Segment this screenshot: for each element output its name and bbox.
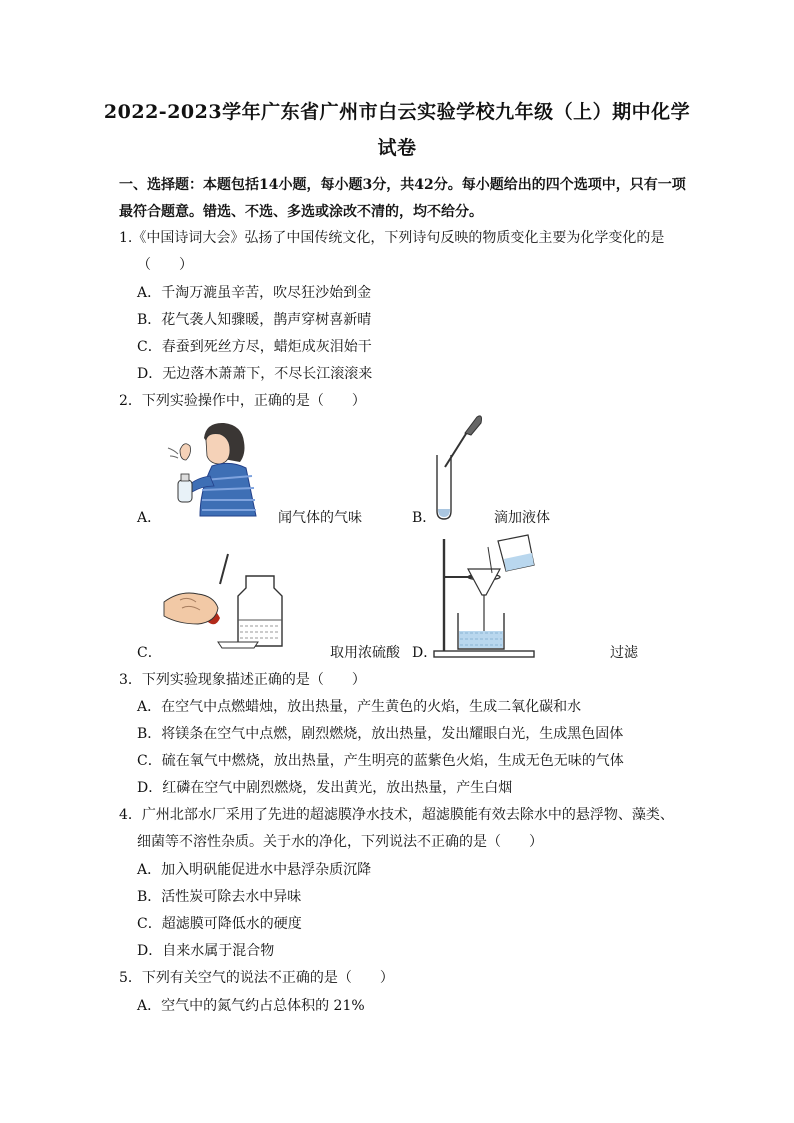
q1-paren: （ ） <box>137 257 193 273</box>
q4-stem-line1: 4．广州北部水厂采用了先进的超滤膜净水技术，超滤膜能有效去除水中的悬浮物、藻类、 <box>119 807 674 823</box>
q1-stem: 1.《中国诗词大会》弘扬了中国传统文化，下列诗句反映的物质变化主要为化学变化的是 <box>119 230 665 246</box>
q4-option-d: D．自来水属于混合物 <box>137 943 275 959</box>
q3-option-d: D．红磷在空气中剧烈燃烧，发出黄光，放出热量，产生白烟 <box>137 780 513 796</box>
section-header: 一、选择题：本题包括14小题，每小题3分，共42分。每小题给出的四个选项中，只有一项最符合题意。错选、不选、多选或涂改不清的，均不给分。 <box>119 177 686 220</box>
q4-option-b: B．活性炭可除去水中异味 <box>137 889 302 905</box>
q5-stem: 5．下列有关空气的说法不正确的是（ ） <box>119 970 394 986</box>
q3-option-c: C．硫在氧气中燃烧，放出热量，产生明亮的蓝紫色火焰，生成无色无味的气体 <box>137 753 624 769</box>
q1-option-d: D．无边落木萧萧下，不尽长江滚滚来 <box>137 366 373 382</box>
q2-option-b-caption: 滴加液体 <box>494 510 550 526</box>
q4-stem-line2: 细菌等不溶性杂质。关于水的净化，下列说法不正确的是（ ） <box>137 834 543 850</box>
q2-option-a-caption: 闻气体的气味 <box>278 510 362 526</box>
page-title: 2022-2023学年广东省广州市白云实验学校九年级（上）期中化学试卷 <box>103 101 691 159</box>
q1-option-c: C．春蚕到死丝方尽，蜡炬成灰泪始干 <box>137 339 372 355</box>
q4-option-a: A．加入明矾能促进水中悬浮杂质沉降 <box>137 862 372 878</box>
q2-option-b-letter: B． <box>412 510 437 526</box>
q2-option-a-letter: A． <box>137 510 162 526</box>
q3-option-b: B．将镁条在空气中点燃，剧烈燃烧，放出热量，发出耀眼白光，生成黑色固体 <box>137 726 624 742</box>
q4-option-c: C．超滤膜可降低水的硬度 <box>137 916 302 932</box>
q1-option-b: B．花气袭人知骤暖，鹊声穿树喜新晴 <box>137 312 372 328</box>
q2-option-c-caption: 取用浓硫酸 <box>330 645 400 661</box>
q2-option-c-letter: C． <box>137 645 162 661</box>
q2-stem: 2．下列实验操作中，正确的是（ ） <box>119 393 366 409</box>
filtration-figure <box>430 533 550 660</box>
smelling-gas-figure <box>160 420 270 520</box>
q2-option-d-caption: 过滤 <box>610 645 638 661</box>
q3-stem: 3．下列实验现象描述正确的是（ ） <box>119 672 366 688</box>
q1-option-a: A．千淘万漉虽辛苦，吹尽狂沙始到金 <box>137 285 372 301</box>
sulfuric-acid-figure <box>158 550 288 650</box>
q2-option-d-letter: D． <box>412 645 438 661</box>
q5-option-a: A．空气中的氮气约占总体积的 21% <box>137 998 365 1014</box>
q3-option-a: A．在空气中点燃蜡烛，放出热量，产生黄色的火焰，生成二氧化碳和水 <box>137 699 582 715</box>
